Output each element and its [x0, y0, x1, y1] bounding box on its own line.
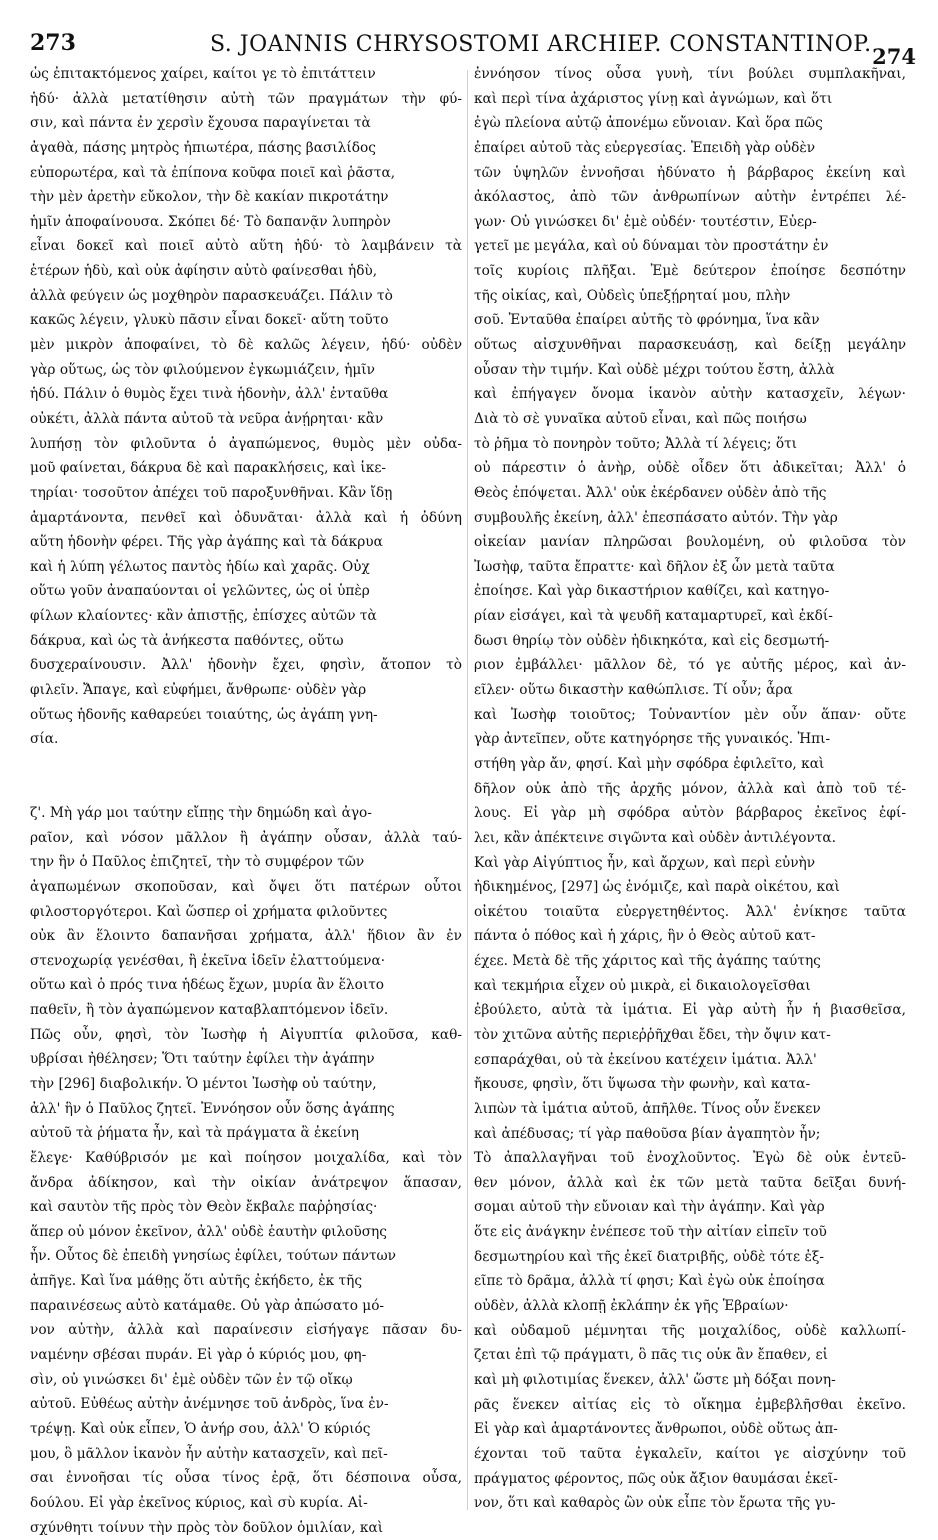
- text-line: σοῦ. Ἐνταῦθα ἐπαίρει αὐτῆς τὸ φρόνημα, ἵνα κἂν: [474, 312, 820, 329]
- text-line: λιπὼν τὰ ἱμάτια αὐτοῦ, ἀπῆλθε. Τίνος οὖν ἕνεκεν: [474, 1100, 821, 1117]
- text-line: καὶ σαυτὸν τῆς πρὸς τὸν Θεὸν ἔκβαλε παῤῥησίας·: [30, 1199, 378, 1216]
- text-line: τῶν ὑψηλῶν ἐννοῆσαι ἠδύνατο ἡ βάρβαρος ἐκείνη καὶ: [474, 164, 906, 181]
- text-line: ἤκουσε, φησὶν, ὅτι ὕψωσα τὴν φωνὴν, καὶ κατα-: [474, 1076, 811, 1093]
- text-line: καὶ οὐδαμοῦ μέμνηται τῆς μοιχαλίδος, οὐδὲ καλλωπί-: [474, 1322, 906, 1339]
- text-line: οὐκ ἂν ἕλοιντο δαπανῆσαι χρήματα, ἀλλ' ἥδιον ἂν ἐν: [30, 928, 462, 945]
- text-line: ἐπαίρει αὐτοῦ τὰς εὐεργεσίας. Ἐπειδὴ γὰρ οὐδὲν: [474, 139, 816, 156]
- text-line: παθεῖν, ἢ τὸν ἀγαπώμενον καταβλαπτόμενον ἰδεῖν.: [30, 1002, 389, 1019]
- text-line: οὐδὲν, ἀλλὰ κλοπῇ ἐκλάπην ἐκ γῆς Ἑβραίων·: [474, 1298, 789, 1315]
- text-line: εὐπορωτέρα, καὶ τὰ ἐπίπονα κοῦφα ποιεῖ καὶ ῥᾶστα,: [30, 164, 396, 181]
- running-title: S. JOANNIS CHRYSOSTOMI ARCHIEP. CONSTANTINOP.: [210, 32, 872, 57]
- text-line: φιλοστοργότεροι. Καὶ ὥσπερ οἱ χρήματα φιλοῦντες: [30, 903, 388, 920]
- text-line: σὶν, οὐ γινώσκει δι' ἐμὲ οὐδὲν τῶν ἐν τῷ οἴκῳ: [30, 1371, 353, 1388]
- text-line: θεν μόνον, ἀλλὰ καὶ ἐκ τῶν μετὰ ταῦτα δεῖξαι δυνή-: [474, 1174, 906, 1191]
- text-line: Θεὸς ἐπόψεται. Ἀλλ' οὐκ ἐκέρδανεν οὐδὲν ἀπὸ τῆς: [474, 484, 827, 501]
- text-line: οὐ πάρεστιν ὁ ἀνὴρ, οὐδὲ οἶδεν ὅτι ἀδικεῖται; Ἀλλ' ὁ: [474, 460, 906, 477]
- text-line: ζ'. Μὴ γάρ μοι ταύτην εἴπῃς τὴν δημώδη καὶ ἀγο-: [30, 804, 372, 821]
- text-line: μοῦ φαίνεται, δάκρυα δὲ καὶ παρακλήσεις, καὶ ἱκε-: [30, 460, 387, 477]
- text-line: στενοχωρίᾳ γενέσθαι, ἢ ἐκεῖνα ἰδεῖν ἐλαττούμενα·: [30, 952, 386, 969]
- text-line: σομαι αὐτοῦ τὴν εὔνοιαν καὶ τὴν ἀγάπην. Καὶ γὰρ: [474, 1199, 825, 1216]
- text-line: ὡς ἐπιτακτόμενος χαίρει, καίτοι γε τὸ ἐπιτάττειν: [30, 66, 376, 82]
- text-line: δωσι θηρίῳ τὸν οὐδὲν ἠδικηκότα, καὶ εἰς δεσμωτή-: [474, 632, 830, 649]
- text-line: ρᾶς ἕνεκεν αἰτίας εἰς τὸ οἴκημα ἐμβεβλῆσθαι ἐκεῖνο.: [474, 1396, 906, 1413]
- right-column: [474, 62, 906, 1516]
- page-number-right: 274: [872, 44, 916, 69]
- left-column: [30, 62, 462, 1540]
- text-line: νον αὐτὴν, ἀλλὰ καὶ παραίνεσιν εἰσήγαγε πᾶσαν δυ-: [30, 1322, 462, 1339]
- text-line: έχονται τοῦ ταῦτα ἐγκαλεῖν, καίτοι γε αἰσχύνην τοῦ: [474, 1445, 906, 1462]
- text-line: δάκρυα, καὶ ὡς τὰ ἀνήκεστα παθόντες, οὕτω: [30, 632, 344, 649]
- text-line: την ἣν ὁ Παῦλος ἐπιζητεῖ, τὴν τὸ συμφέρον τῶν: [30, 854, 365, 871]
- text-line: καὶ τεκμήρια εἶχεν οὐ μικρὰ, εἰ δικαιολογεῖσθαι: [474, 977, 811, 994]
- text-line: οἰκέτου τοιαῦτα εὐεργετηθέντος. Ἀλλ' ἐνίκησε ταῦτα: [474, 903, 906, 920]
- text-line: οἰκείαν μανίαν πληρῶσαι βουλομένη, οὐ φιλοῦσα τὸν: [474, 534, 906, 551]
- text-line: έχεε. Μετὰ δὲ τῆς χάριτος καὶ τῆς ἀγάπης ταύτης: [474, 953, 821, 970]
- text-line: ἄνδρα ἀδίκησον, καὶ τὴν οἰκίαν ἀνάτρεψον ἅπασαν,: [30, 1174, 462, 1191]
- text-line: δεσμωτηρίου καὶ τῆς ἐκεῖ διατριβῆς, οὐδὲ τότε ἐξ-: [474, 1248, 824, 1265]
- text-line: ναμένην σβέσαι πυράν. Εἰ γὰρ ὁ κύριός μου, φη-: [30, 1347, 367, 1364]
- text-line: εῖπε τὸ δρᾶμα, ἀλλὰ τί φησι; Καὶ ἐγὼ οὐκ ἐποίησα: [474, 1273, 825, 1290]
- text-line: ἡμῖν ἀποφαίνουσα. Σκόπει δέ· Τὸ δαπανᾷν λυπηρὸν: [30, 213, 391, 230]
- text-line: δῆλον οὐκ ἀπὸ τῆς ἀρχῆς μόνον, ἀλλὰ καὶ ἀπὸ τοῦ τέ-: [474, 780, 906, 797]
- text-line: τηρίαι· τοσοῦτον ἀπέχει τοῦ παροξυνθῆναι. Κἂν ἴδῃ: [30, 484, 393, 501]
- text-line: τρέψῃ. Καὶ οὐκ εἶπεν, Ὁ ἀνήρ σου, ἀλλ' Ὁ κύριός: [30, 1420, 371, 1437]
- text-line: εῖλεν· οὕτω δικαστὴν καθώπλισε. Τί οὖν; ἆρα: [474, 682, 793, 699]
- text-line: γων· Οὐ γινώσκει δι' ἐμὲ οὐδέν· τουτέστιν, Εὐερ-: [474, 213, 817, 230]
- text-line: γετεῖ με μεγάλα, καὶ οὐ δύναμαι τὸν προστάτην ἐν: [474, 238, 829, 255]
- text-line: ὅτε εἰς ἀνάγκην ἐνέπεσε τοῦ τὴν αἰτίαν εἰπεῖν τοῦ: [474, 1224, 827, 1241]
- text-line: νον, ὅτι καὶ καθαρὸς ὢν οὐκ εἶπε τὸν ἔρωτα τῆς γυ-: [474, 1495, 836, 1512]
- text-line: υβρίσαι ἠθέλησεν; Ὅτι ταύτην ἐφίλει τὴν ἀγάπην: [30, 1051, 375, 1068]
- text-line: ριον ἐμβάλλει· μᾶλλον δὲ, τό γε αὐτῆς μέρος, καὶ ἀν-: [474, 657, 906, 674]
- text-line: ἦν. Οὗτος δὲ ἐπειδὴ γνησίως ἐφίλει, τούτων πάντων: [30, 1248, 396, 1265]
- paragraph-gap: [30, 752, 462, 801]
- text-line: σιν, καὶ πάντα ἐν χερσὶν ἔχουσα παραγίνεται τὰ: [30, 115, 371, 132]
- text-line: Ἰωσὴφ, ταῦτα ἔπραττε· καὶ δῆλον ἐξ ὧν μετὰ ταῦτα: [474, 558, 835, 575]
- text-line: ἡδύ. Πάλιν ὁ θυμὸς ἔχει τινὰ ἡδονὴν, ἀλλ' ἐνταῦθα: [30, 386, 389, 403]
- text-line: ἡδύ· ἀλλὰ μετατίθησιν αὐτὴ τῶν πραγμάτων τὴν φύ-: [30, 90, 462, 107]
- text-line: αὕτη ἡδονὴν φέρει. Τῆς γὰρ ἀγάπης καὶ τὰ δάκρυα: [30, 534, 383, 551]
- text-line: ἐγὼ πλείονα αὐτῷ ἀπονέμω εὔνοιαν. Καὶ ὅρα πῶς: [474, 115, 823, 132]
- text-line: πάντα ὁ πόθος καὶ ἡ χάρις, ἣν ὁ Θεὸς αὐτοῦ κατ-: [474, 928, 816, 945]
- text-line: φίλων κλαίοντες· κἂν ἀπιστῇς, ἐπίσχες αὐτῶν τὰ: [30, 608, 377, 625]
- text-line: ρίαν εἰσάγει, καὶ τὰ ψευδῆ καταμαρτυρεῖ, καὶ ἐκδί-: [474, 608, 833, 625]
- text-line: ἀκόλαστος, ἀπὸ τῶν ἀνθρωπίνων αὐτὴν ἐντρέπει λέ-: [474, 189, 906, 206]
- text-line: τὴν μὲν ἀρετὴν εὔκολον, τὴν δὲ κακίαν πικροτάτην: [30, 189, 389, 206]
- text-line: ἐννόησον τίνος οὖσα γυνὴ, τίνι βούλει συμπλακῆναι,: [474, 66, 906, 82]
- left-paragraph-1: [30, 62, 462, 752]
- text-line: πράγματος φέροντος, πῶς οὐκ ἄξιον θαυμάσαι ἐκεῖ-: [474, 1470, 838, 1487]
- text-line: ἀπῆγε. Καὶ ἵνα μάθῃς ὅτι αὐτῆς ἐκήδετο, ἐκ τῆς: [30, 1273, 362, 1290]
- column-divider: [467, 70, 468, 1510]
- text-line: παραινέσεως αὐτὸ κατάμαθε. Οὐ γὰρ ἀπώσατο μό-: [30, 1297, 385, 1314]
- text-line: οὕτως ἡδονῆς καθαρεύει τοιαύτης, ὡς ἀγάπη γνη-: [30, 706, 378, 723]
- text-line: ἐβούλετο, αὐτὰ τὰ ἱμάτια. Εἰ γὰρ αὐτὴ ἦν ἡ βιασθεῖσα,: [474, 1002, 906, 1019]
- text-line: γὰρ ἀντεῖπεν, οὔτε κατηγόρησε τῆς γυναικός. Ἠπι-: [474, 731, 831, 748]
- text-line: τὸ ῥῆμα τὸ πονηρὸν τοῦτο; Ἀλλὰ τί λέγεις; ὅτι: [474, 435, 798, 452]
- text-line: ἀλλὰ φεύγειν ὡς μοχθηρὸν παρασκευάζει. Πάλιν τὸ: [30, 287, 393, 304]
- text-line: σαι ἐννοῆσαι τίς οὖσα τίνος ἐρᾷ, ὅτι δέσποινα οὖσα,: [30, 1470, 462, 1487]
- left-paragraph-2: [30, 801, 462, 1540]
- text-line: ἀγαπωμένων σκοποῦσαν, καὶ ὄψει ὅτι πατέρων οὗτοι: [30, 878, 462, 895]
- text-line: ἅπερ οὐ μόνον ἐκεῖνον, ἀλλ' οὐδὲ ἑαυτὴν φιλοῦσης: [30, 1223, 387, 1240]
- text-line: ζεται ἐπὶ τῷ πράγματι, ὃ πᾶς τις οὐκ ἂν ἔπαθεν, εἰ: [474, 1347, 829, 1364]
- text-line: σία.: [30, 731, 59, 748]
- text-line: οὕτω καὶ ὁ πρός τινα ἡδέως ἔχων, μυρία ἂν ἕλοιτο: [30, 977, 385, 994]
- text-line: αὐτοῦ τὰ ῥήματα ἦν, καὶ τὰ πράγματα ἃ ἐκείνη: [30, 1125, 359, 1142]
- text-line: τῆς οἰκίας, καὶ, Οὐδεὶς ὑπεξῄρηταί μου, πλὴν: [474, 287, 791, 304]
- text-line: τὸν χιτῶνα αὐτῆς περιεῤῥῆχθαι ἔδει, τὴν ὄψιν κατ-: [474, 1026, 831, 1043]
- page-header: [0, 0, 938, 70]
- text-line: καὶ ἡ λύπη γέλωτος παντὸς ἡδίω καὶ χαρᾶς. Οὐχ: [30, 558, 370, 575]
- text-line: Διὰ τὸ σὲ γυναῖκα αὐτοῦ εἶναι, καὶ πῶς ποιήσω: [474, 410, 807, 427]
- text-line: οὐκέτι, ἀλλὰ πάντα αὐτοῦ τὰ νεῦρα ἀνῄρηται· κἂν: [30, 410, 384, 427]
- text-line: συμβουλῆς ἐκείνη, ἀλλ' ἐπεσπάσατο αὐτόν. Τὴν γὰρ: [474, 509, 838, 526]
- text-line: ἑτέρων ἡδὺ, καὶ οὐκ ἀφίησιν αὐτὸ φαίνεσθαι ἡδὺ,: [30, 263, 378, 280]
- text-line: λει, κἂν ἀπέκτεινε σιγῶντα καὶ οὐδὲν ἀντιλέγοντα.: [474, 829, 837, 846]
- text-line: εσπαράχθαι, οὐ τὰ ἐκείνου κατέχειν ἱμάτια. Ἀλλ': [474, 1051, 817, 1068]
- text-line: ἔλεγε· Καθύβρισόν με καὶ ποίησον μοιχαλίδα, καὶ τὸν: [30, 1149, 462, 1166]
- text-line: τοῖς κυρίοις πλῆξαι. Ἐμὲ δεύτερον ἐποίησε δεσπότην: [474, 263, 906, 280]
- text-line: γὰρ οὕτως, ὡς τὸν φιλούμενον ἐγκωμιάζειν, ἡμῖν: [30, 361, 375, 378]
- text-line: αὐτοῦ. Εὐθέως αὐτὴν ἀνέμνησε τοῦ ἀνδρὸς, ἵνα ἐν-: [30, 1396, 389, 1413]
- text-line: οὖσαν τὴν τιμήν. Καὶ οὐδὲ μέχρι τούτου ἔστη, ἀλλὰ: [474, 361, 835, 378]
- text-line: λους. Εἰ γὰρ μὴ σφόδρα αὐτὸν βάρβαρος ἐκεῖνος ἐφί-: [474, 805, 906, 822]
- text-line: καὶ μὴ φιλοτιμίας ἕνεκεν, ἀλλ' ὥστε μὴ δόξαι πονη-: [474, 1371, 836, 1388]
- text-line: μου, ὃ μᾶλλον ἱκανὸν ἦν αὐτὴν κατασχεῖν, καὶ πεῖ-: [30, 1445, 388, 1462]
- text-line: τὴν [296] διαβολικήν. Ὁ μέντοι Ἰωσὴφ οὐ ταύτην,: [30, 1075, 377, 1092]
- text-line: στήθη γὰρ ἄν, φησί. Καὶ μὴν σφόδρα ἐφιλεῖτο, καὶ: [474, 755, 825, 772]
- text-line: οὕτως αἰσχυνθῆναι παρασκευάσῃ, καὶ δείξῃ μεγάλην: [474, 337, 906, 354]
- text-line: καὶ Ἰωσὴφ τοιοῦτος; Τοὐναντίον μὲν οὖν ἅπαν· οὔτε: [474, 706, 906, 723]
- text-line: ἠδικημένος, [297] ὡς ἐνόμιζε, καὶ παρὰ οἰκέτου, καὶ: [474, 879, 840, 896]
- text-line: ἐποίησε. Καὶ γὰρ δικαστήριον καθίζει, καὶ κατηγο-: [474, 583, 830, 600]
- text-line: Τὸ ἀπαλλαγῆναι τοῦ ἐνοχλοῦντος. Ἐγὼ δὲ οὐκ ἐντεῦ-: [474, 1150, 906, 1167]
- text-line: δυσχεραίνουσιν. Ἀλλ' ἡδονὴν ἔχει, φησὶν, ἄτοπον τὸ: [30, 657, 462, 674]
- text-line: κακῶς λέγειν, γλυκὺ πᾶσιν εἶναι δοκεῖ· αὕτη τοῦτο: [30, 312, 389, 329]
- page-number-left: 273: [30, 30, 76, 56]
- text-line: καὶ περὶ τίνα ἀχάριστος γίνῃ καὶ ἀγνώμων, καὶ ὅτι: [474, 90, 833, 107]
- text-line: λυπήσῃ τὸν φιλοῦντα ὁ ἀγαπώμενος, θυμὸς μὲν οὐδα-: [30, 435, 462, 452]
- text-line: καὶ ἐπήγαγεν ὄνομα ἱκανὸν αὐτὴν κατασχεῖν, λέγων·: [474, 386, 906, 403]
- text-line: ἀλλ' ἣν ὁ Παῦλος ζητεῖ. Ἐννόησον οὖν ὅσης ἀγάπης: [30, 1100, 395, 1117]
- text-line: εἶναι δοκεῖ καὶ ποιεῖ αὐτὸ αὕτη ἡδύ· τὸ λαμβάνειν τὰ: [30, 238, 462, 255]
- text-line: μὲν μικρὸν ἀποφαίνει, τὸ δὲ καλῶς λέγειν, ἡδύ· οὐδὲν: [30, 337, 462, 354]
- right-paragraph: [474, 62, 906, 1516]
- text-line: Εἰ γὰρ καὶ ἁμαρτάνοντες ἄνθρωποι, οὐδὲ οὕτως ἀπ-: [474, 1421, 838, 1438]
- text-line: ἀγαθὰ, πάσης μητρὸς ἠπιωτέρα, πάσης βασιλίδος: [30, 139, 376, 156]
- text-line: οὕτω γοῦν ἀναπαύονται οἱ γελῶντες, ὡς οἱ ὑπὲρ: [30, 583, 370, 600]
- text-line: φιλεῖν. Ἄπαγε, καὶ εὐφήμει, ἄνθρωπε· οὐδὲν γὰρ: [30, 682, 367, 699]
- text-line: σχύνθητι τοίνυν τὴν πρὸς τὸν δοῦλον ὁμιλίαν, καὶ: [30, 1519, 384, 1536]
- text-line: Καὶ γὰρ Αἰγύπτιος ἦν, καὶ ἄρχων, καὶ περὶ εὐνὴν: [474, 854, 816, 871]
- text-line: ἁμαρτάνοντα, πενθεῖ καὶ ὀδυνᾶται· ἀλλὰ καὶ ἡ ὀδύνη: [30, 509, 462, 526]
- text-line: ραῖον, καὶ νόσον μᾶλλον ἢ ἀγάπην οὖσαν, ἀλλὰ ταύ-: [30, 829, 462, 846]
- text-line: Πῶς οὖν, φησὶ, τὸν Ἰωσὴφ ἡ Αἰγυπτία φιλοῦσα, καθ-: [30, 1026, 462, 1043]
- text-line: δούλου. Εἰ γὰρ ἐκεῖνος κύριος, καὶ σὺ κυρία. Αἰ-: [30, 1494, 368, 1511]
- text-line: καὶ ἀπέδυσας; τί γὰρ παθοῦσα βίαν ἀγαπητὸν ἦν;: [474, 1125, 821, 1142]
